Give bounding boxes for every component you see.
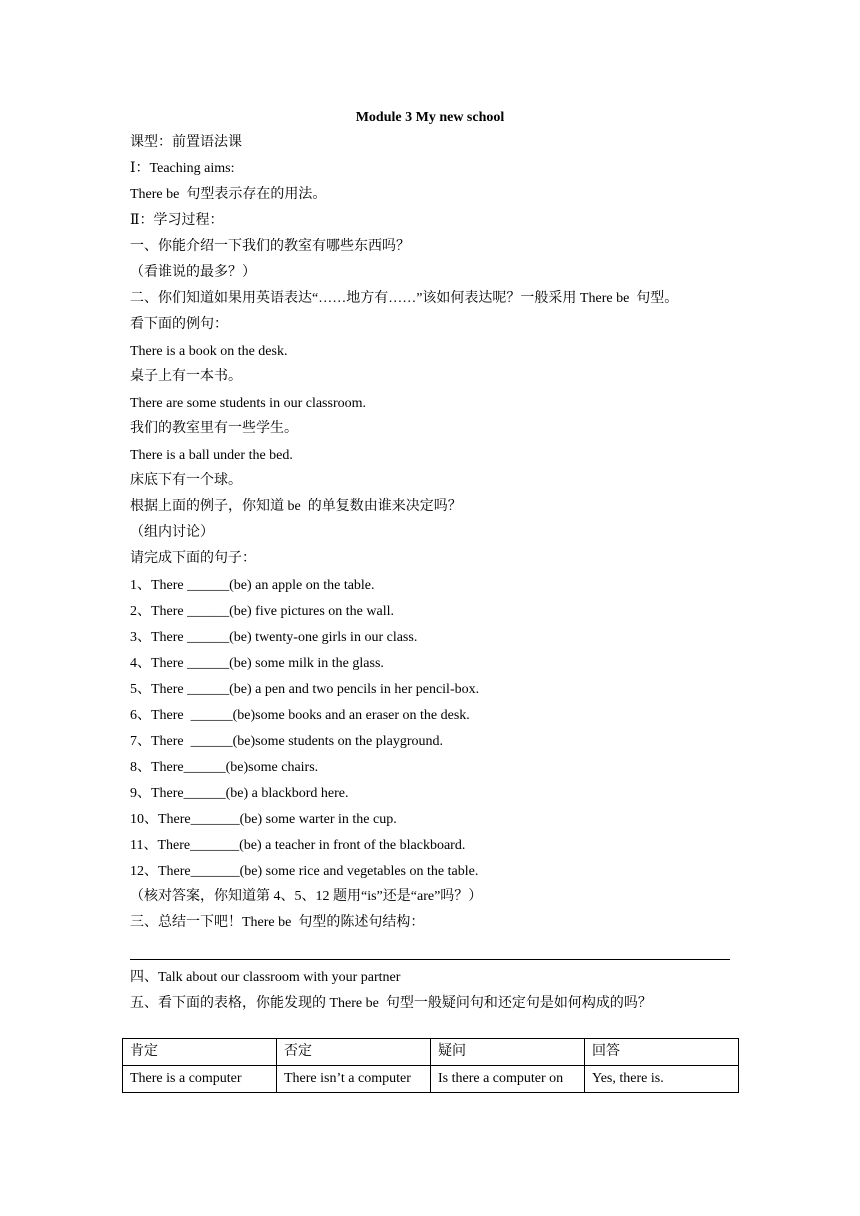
table-header-cell: 疑问 xyxy=(431,1039,585,1066)
exercise-item: 9、There______(be) a blackbord here. xyxy=(130,786,349,801)
table-cell: There is a computer xyxy=(123,1066,277,1093)
table-header-cell: 肯定 xyxy=(123,1039,277,1066)
section-four: 四、Talk about our classroom with your partner xyxy=(130,970,401,985)
sentence-forms-table xyxy=(122,1038,739,1093)
answer-check-note: （核对答案，你知道第 4、5、12 题用“is”还是“are”吗？） xyxy=(130,889,483,904)
exercise-item: 2、There ______(be) five pictures on the wall. xyxy=(130,604,394,619)
teaching-aim-text: There be 句型表示存在的用法。 xyxy=(130,187,327,202)
lesson-type: 课型：前置语法课 xyxy=(130,135,242,150)
example-translation: 我们的教室里有一些学生。 xyxy=(130,421,298,436)
exercise-item: 3、There ______(be) twenty-one girls in our class. xyxy=(130,630,418,645)
table-header-cell: 回答 xyxy=(585,1039,739,1066)
exercise-item: 7、There ______(be)some students on the playground. xyxy=(130,734,443,749)
table-row xyxy=(123,1066,739,1093)
section-heading-teaching-aims: Ⅰ：Teaching aims: xyxy=(130,161,235,176)
answer-rule-line xyxy=(130,959,730,960)
example-sentence: There are some students in our classroom. xyxy=(130,396,366,411)
exercise-item: 12、There_______(be) some rice and vegetables on the table. xyxy=(130,864,479,879)
section-five: 五、看下面的表格，你能发现的 There be 句型一般疑问句和还定句是如何构成的吗？ xyxy=(130,996,652,1011)
exercise-item: 10、There_______(be) some warter in the cup. xyxy=(130,812,397,827)
question-one: 一、你能介绍一下我们的教室有哪些东西吗？ xyxy=(130,239,410,254)
discussion-note: （组内讨论） xyxy=(130,525,214,540)
table-cell: Yes, there is. xyxy=(585,1066,739,1093)
question-one-note: （看谁说的最多？） xyxy=(130,265,256,280)
table-cell: Is there a computer on xyxy=(431,1066,585,1093)
exercise-item: 11、There_______(be) a teacher in front of the blackboard. xyxy=(130,838,466,853)
example-sentence: There is a ball under the bed. xyxy=(130,448,293,463)
discussion-question: 根据上面的例子，你知道 be 的单复数由谁来决定吗？ xyxy=(130,499,462,514)
question-two: 二、你们知道如果用英语表达“……地方有……”该如何表达呢？一般采用 There be 句型。 xyxy=(130,291,679,306)
table-header-cell: 否定 xyxy=(277,1039,431,1066)
exercise-item: 1、There ______(be) an apple on the table. xyxy=(130,578,375,593)
examples-intro: 看下面的例句： xyxy=(130,317,228,332)
section-heading-process: Ⅱ：学习过程： xyxy=(130,213,224,228)
example-sentence: There is a book on the desk. xyxy=(130,344,288,359)
page-title: Module 3 My new school xyxy=(355,110,505,125)
exercise-item: 8、There______(be)some chairs. xyxy=(130,760,319,775)
table-header-row xyxy=(123,1039,739,1066)
exercise-item: 4、There ______(be) some milk in the glass. xyxy=(130,656,384,671)
example-translation: 桌子上有一本书。 xyxy=(130,369,242,384)
exercise-instruction: 请完成下面的句子： xyxy=(130,551,256,566)
exercise-item: 5、There ______(be) a pen and two pencils in her pencil-box. xyxy=(130,682,480,697)
exercise-item: 6、There ______(be)some books and an eraser on the desk. xyxy=(130,708,470,723)
section-three-summary: 三、总结一下吧！There be 句型的陈述句结构： xyxy=(130,915,425,930)
table-cell: There isn’t a computer xyxy=(277,1066,431,1093)
example-translation: 床底下有一个球。 xyxy=(130,473,242,488)
